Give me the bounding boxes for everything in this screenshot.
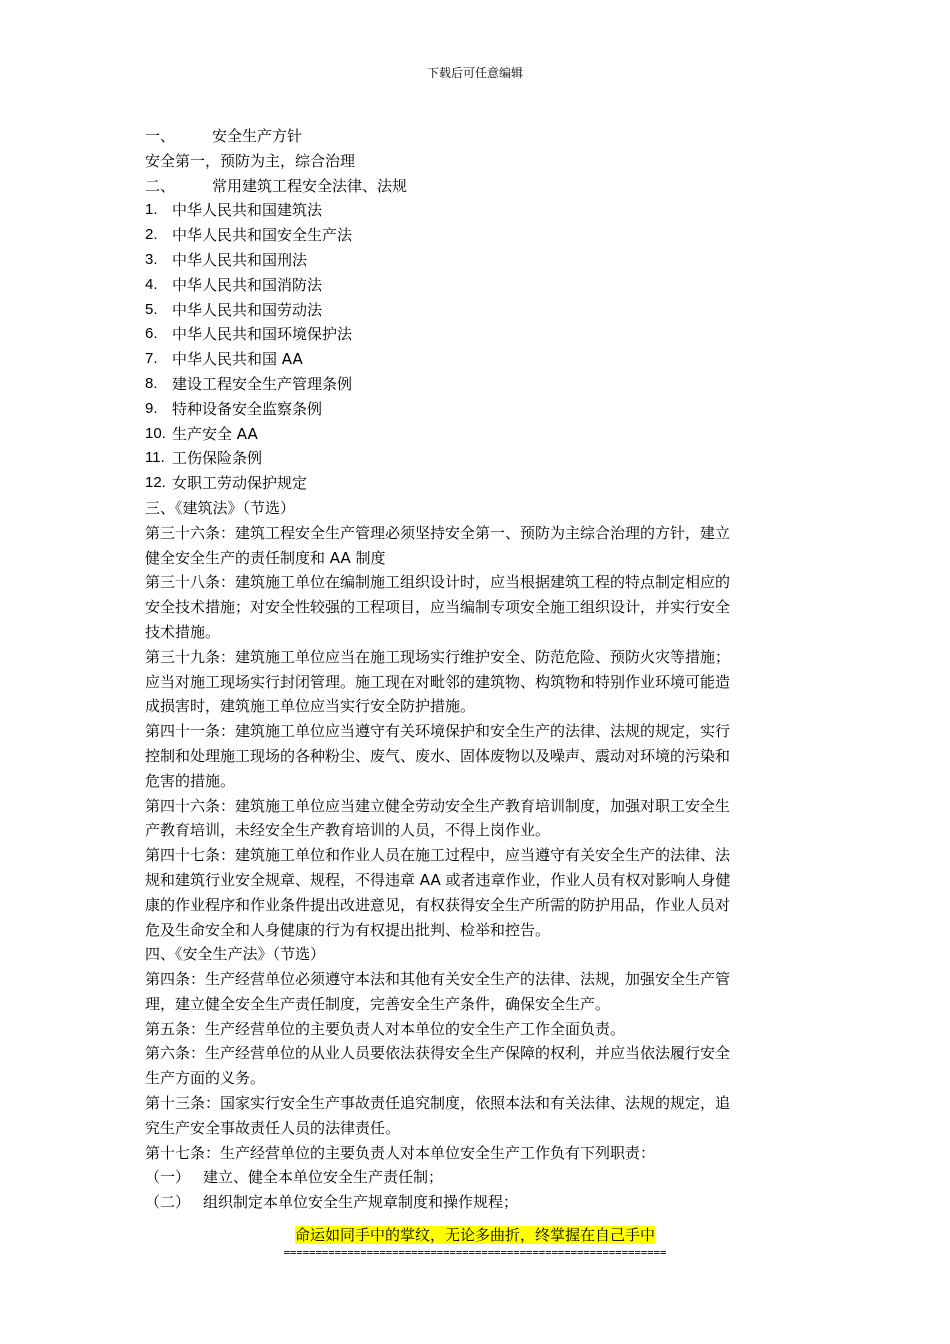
list-item-text: 建设工程安全生产管理条例	[172, 374, 353, 393]
list-item-number: 12.	[145, 474, 166, 492]
article-paragraph	[145, 794, 810, 844]
article-line: 第三十九条：建筑施工单位应当在施工现场实行维护安全、防范危险、预防火灾等措施；	[145, 647, 731, 666]
article-paragraph	[145, 843, 810, 942]
article-line: 规和建筑行业安全规章、规程，不得违章 AA 或者违章作业，作业人员有权对影响人身健	[145, 870, 731, 889]
list-item	[145, 248, 810, 273]
article-line: 控制和处理施工现场的各种粉尘、废气、废水、固体废物以及噪声、震动对环境的污染和	[145, 746, 731, 765]
footer-rule: ============================================================	[283, 1247, 667, 1259]
article-paragraph	[145, 1017, 810, 1042]
motto-text: 命运如同手中的掌纹，无论多曲折，终掌握在自己手中	[294, 1226, 655, 1244]
article-line: 健全安全生产的责任制度和 AA 制度	[145, 548, 386, 567]
list-item	[145, 471, 810, 496]
list-item-text: 特种设备安全监察条例	[172, 399, 323, 418]
duty-text: 建立、健全本单位安全生产责任制；	[203, 1168, 444, 1187]
article-line: 危害的措施。	[145, 771, 236, 790]
article-line: 第四条：生产经营单位必须遵守本法和其他有关安全生产的法律、法规，加强安全生产管	[145, 970, 731, 989]
article-paragraph	[145, 967, 810, 1017]
list-item	[145, 347, 810, 372]
article-line: 技术措施。	[145, 622, 221, 641]
article-line: 第三十六条：建筑工程安全生产管理必须坚持安全第一、预防为主综合治理的方针，建立	[145, 523, 731, 542]
article-line: 第十七条：生产经营单位的主要负责人对本单位安全生产工作负有下列职责：	[145, 1143, 656, 1162]
list-item-number: 9.	[145, 399, 158, 417]
list-item-number: 1.	[145, 201, 158, 219]
article-line: 第四十一条：建筑施工单位应当遵守有关环境保护和安全生产的法律、法规的规定，实行	[145, 722, 731, 741]
list-item-text: 中华人民共和国劳动法	[172, 300, 323, 319]
article-line: 究生产安全事故责任人员的法律责任。	[145, 1118, 401, 1137]
list-item-text: 中华人民共和国安全生产法	[172, 226, 353, 245]
article-line: 危及生命安全和人身健康的行为有权提出批判、检举和控告。	[145, 920, 551, 939]
list-item-number: 3.	[145, 250, 158, 268]
list-item	[145, 198, 810, 223]
list-item-text: 女职工劳动保护规定	[172, 474, 308, 493]
list-item-number: 5.	[145, 300, 158, 318]
section-heading-4: 四、《安全生产法》（节选）	[145, 945, 326, 964]
duty-item	[145, 1165, 810, 1190]
list-item	[145, 422, 810, 447]
article-line: 康的作业程序和作业条件提出改进意见，有权获得安全生产所需的防护用品，作业人员对	[145, 895, 731, 914]
list-item-text: 工伤保险条例	[172, 449, 263, 468]
construction-law-articles	[145, 521, 810, 943]
article-paragraph	[145, 719, 810, 793]
article-paragraph	[145, 1041, 810, 1091]
list-item	[145, 223, 810, 248]
article-line: 第四十六条：建筑施工单位应当建立健全劳动安全生产教育培训制度，加强对职工安全生	[145, 796, 731, 815]
duty-text: 组织制定本单位安全生产规章制度和操作规程；	[203, 1193, 519, 1212]
list-item-text: 中华人民共和国 AA	[172, 350, 303, 369]
article-paragraph	[145, 1091, 810, 1141]
list-item	[145, 273, 810, 298]
document-body	[145, 124, 810, 1215]
law-list	[145, 198, 810, 496]
footer-motto	[0, 1224, 950, 1246]
list-item-number: 8.	[145, 374, 158, 392]
safety-law-articles	[145, 967, 810, 1165]
article-line: 产教育培训，未经安全生产教育培训的人员，不得上岗作业。	[145, 821, 551, 840]
article-line: 生产方面的义务。	[145, 1069, 266, 1088]
article-line: 理，建立健全安全生产责任制度，完善安全生产条件，确保安全生产。	[145, 994, 611, 1013]
section-number: 二、	[145, 176, 176, 195]
list-item-number: 6.	[145, 325, 158, 343]
article-line: 第五条：生产经营单位的主要负责人对本单位的安全生产工作全面负责。	[145, 1019, 626, 1038]
section-heading-3: 三、《建筑法》（节选）	[145, 498, 296, 517]
duty-number: （二）	[145, 1193, 191, 1212]
list-item	[145, 446, 810, 471]
article-line: 成损害时，建筑施工单位应当实行安全防护措施。	[145, 697, 476, 716]
article-line: 第十三条：国家实行安全生产事故责任追究制度，依照本法和有关法律、法规的规定，追	[145, 1094, 731, 1113]
list-item-number: 10.	[145, 424, 166, 442]
section-number: 一、	[145, 127, 176, 145]
duty-number: （一）	[145, 1168, 191, 1187]
list-item	[145, 372, 810, 397]
article-paragraph	[145, 1141, 810, 1166]
list-item-text: 中华人民共和国刑法	[172, 250, 308, 269]
list-item-number: 11.	[145, 449, 165, 467]
article-line: 应当对施工现场实行封闭管理。施工现在对毗邻的建筑物、构筑物和特别作业环境可能造	[145, 672, 731, 691]
section-title: 常用建筑工程安全法律、法规	[212, 176, 408, 195]
article-line: 第四十七条：建筑施工单位和作业人员在施工过程中，应当遵守有关安全生产的法律、法	[145, 846, 731, 865]
duty-list	[145, 1165, 810, 1215]
policy-text: 安全第一，预防为主，综合治理	[145, 151, 356, 170]
list-item-number: 7.	[145, 350, 158, 368]
list-item	[145, 322, 810, 347]
article-line: 第六条：生产经营单位的从业人员要依法获得安全生产保障的权利，并应当依法履行安全	[145, 1044, 731, 1063]
article-paragraph	[145, 570, 810, 644]
article-line: 第三十八条：建筑施工单位在编制施工组织设计时，应当根据建筑工程的特点制定相应的	[145, 573, 731, 592]
section-heading-2	[145, 174, 810, 199]
duty-item	[145, 1190, 810, 1215]
list-item-text: 中华人民共和国环境保护法	[172, 325, 353, 344]
article-paragraph	[145, 645, 810, 719]
list-item-number: 2.	[145, 226, 158, 244]
list-item-text: 中华人民共和国消防法	[172, 275, 323, 294]
list-item	[145, 397, 810, 422]
section-title: 安全生产方针	[212, 127, 303, 145]
list-item-text: 中华人民共和国建筑法	[172, 201, 323, 220]
section-heading-1	[145, 124, 810, 149]
article-line: 安全技术措施；对安全性较强的工程项目，应当编制专项安全施工组织设计，并实行安全	[145, 598, 731, 617]
list-item	[145, 298, 810, 323]
list-item-text: 生产安全 AA	[172, 424, 258, 443]
list-item-number: 4.	[145, 275, 158, 293]
page-header: 下载后可任意编辑	[426, 66, 523, 80]
article-paragraph	[145, 521, 810, 571]
